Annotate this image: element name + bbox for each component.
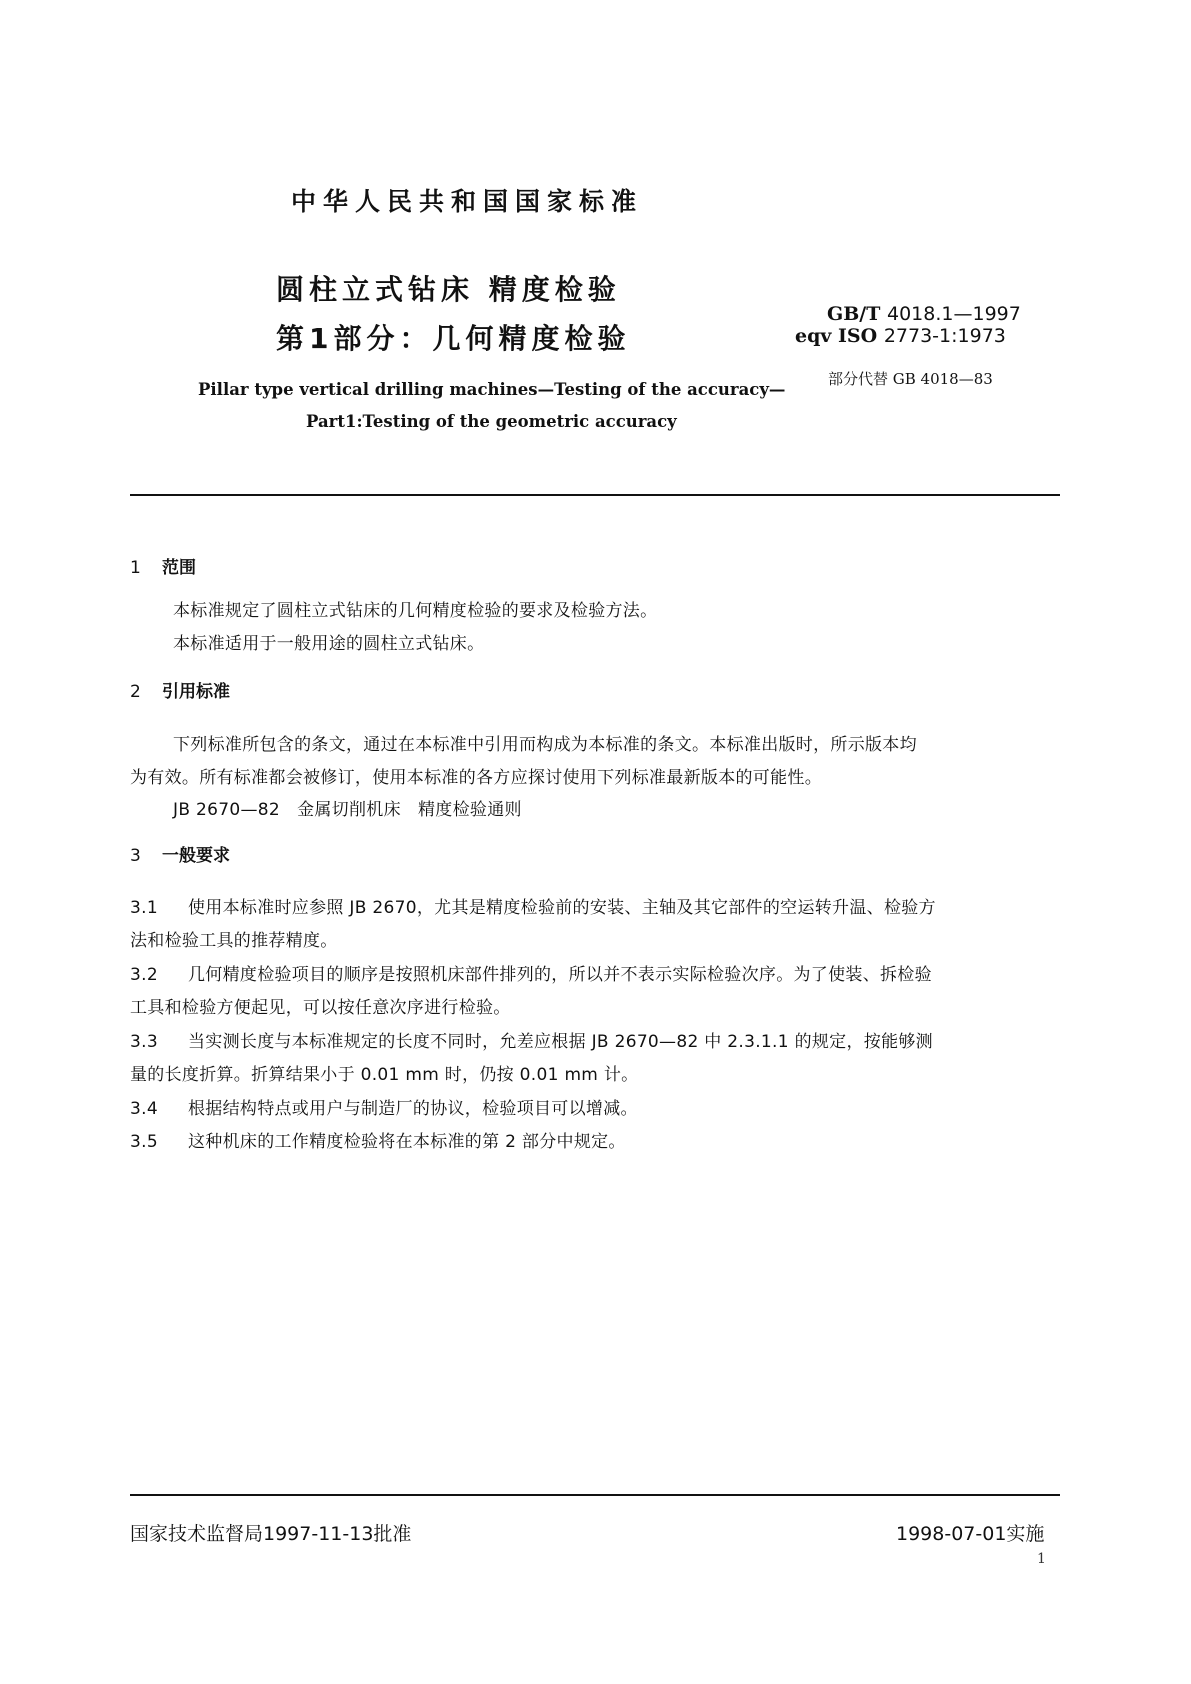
clause-3-4 — [130, 1094, 638, 1119]
clause-3-1 — [130, 893, 936, 918]
implementation-date: 1998-07-01实施 — [896, 1523, 1045, 1545]
title-en-line2: Part1:Testing of the geometric accuracy — [306, 412, 677, 431]
clause-text: 这种机床的工作精度检验将在本标准的第 2 部分中规定。 — [188, 1132, 626, 1152]
title-cn-line1: 圆柱立式钻床 精度检验 — [276, 273, 621, 306]
section-title: 范围 — [162, 558, 196, 578]
clause-3-1-continued: 法和检验工具的推荐精度。 — [130, 931, 338, 951]
section-heading — [130, 677, 230, 702]
standard-number-value: 4018.1—1997 — [887, 303, 1021, 325]
referenced-standard: JB 2670—82 金属切削机床 精度检验通则 — [173, 800, 522, 820]
section-number: 3 — [130, 846, 141, 866]
clause-3-2-continued: 工具和检验方便起见，可以按任意次序进行检验。 — [130, 998, 511, 1018]
clause-3-5 — [130, 1127, 626, 1152]
clause-text: 几何精度检验项目的顺序是按照机床部件排列的，所以并不表示实际检验次序。为了使装、拆检验 — [188, 965, 932, 985]
section-title: 引用标准 — [162, 682, 230, 702]
section-title: 一般要求 — [162, 846, 230, 866]
approval-date: 国家技术监督局1997-11-13批准 — [130, 1523, 412, 1545]
clause-text: 当实测长度与本标准规定的长度不同时，允差应根据 JB 2670—82 中 2.3.1.1 的规定，按能够测 — [188, 1032, 933, 1052]
standard-number — [827, 303, 1021, 325]
page-number: 1 — [1037, 1551, 1046, 1567]
header-divider — [130, 494, 1060, 496]
section-heading — [130, 553, 196, 578]
paragraph: 为有效。所有标准都会被修订，使用本标准的各方应探讨使用下列标准最新版本的可能性。 — [130, 768, 822, 788]
paragraph: 下列标准所包含的条文，通过在本标准中引用而构成为本标准的条文。本标准出版时，所示版本均 — [173, 735, 917, 755]
replaces-note: 部分代替 GB 4018—83 — [828, 370, 993, 388]
section-heading — [130, 841, 230, 866]
footer-divider — [130, 1494, 1060, 1496]
clause-3-3 — [130, 1027, 933, 1052]
title-en-line1: Pillar type vertical drilling machines—Testing of the accuracy— — [198, 380, 786, 399]
national-standard-heading: 中华人民共和国国家标准 — [291, 187, 644, 216]
clause-3-2 — [130, 960, 932, 985]
clause-number: 3.2 — [130, 965, 158, 985]
section-number: 2 — [130, 682, 141, 702]
paragraph: 本标准规定了圆柱立式钻床的几何精度检验的要求及检验方法。 — [173, 601, 658, 621]
title-cn-line2: 第1部分：几何精度检验 — [276, 322, 631, 355]
equivalent-prefix: eqv ISO — [795, 325, 878, 347]
standard-prefix: GB/T — [827, 303, 881, 325]
clause-number: 3.5 — [130, 1132, 158, 1152]
clause-3-3-continued: 量的长度折算。折算结果小于 0.01 mm 时，仍按 0.01 mm 计。 — [130, 1065, 639, 1085]
section-number: 1 — [130, 558, 141, 578]
equivalent-number: 2773-1:1973 — [883, 325, 1006, 347]
clause-number: 3.4 — [130, 1099, 158, 1119]
equivalent-standard — [795, 325, 1006, 347]
clause-number: 3.1 — [130, 898, 158, 918]
clause-text: 使用本标准时应参照 JB 2670，尤其是精度检验前的安装、主轴及其它部件的空运转升温、检验方 — [188, 898, 936, 918]
paragraph: 本标准适用于一般用途的圆柱立式钻床。 — [173, 634, 485, 654]
clause-number: 3.3 — [130, 1032, 158, 1052]
clause-text: 根据结构特点或用户与制造厂的协议，检验项目可以增减。 — [188, 1099, 638, 1119]
